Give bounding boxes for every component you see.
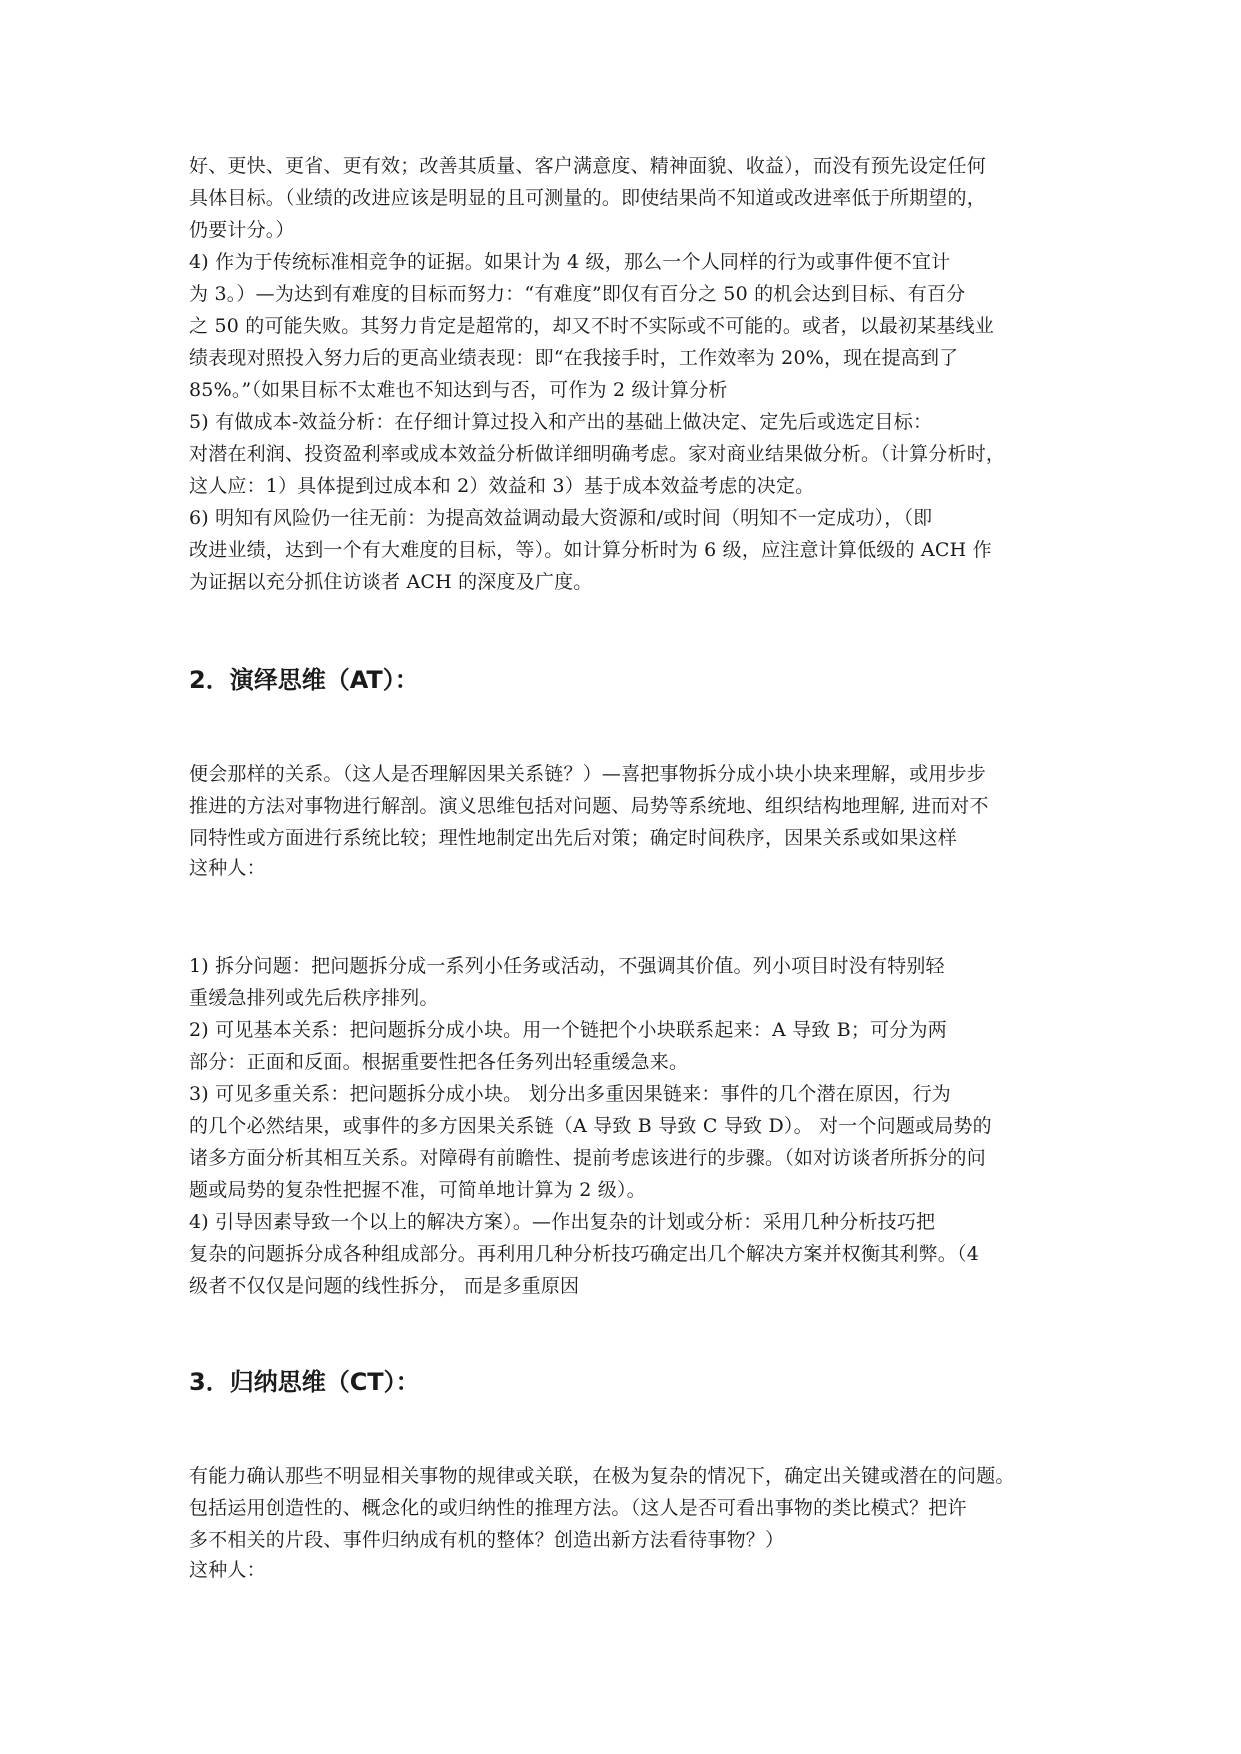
paragraph-line: 85%。”（如果目标不太难也不知达到与否，可作为 2 级计算分析 bbox=[189, 379, 728, 401]
list-item-line: 3) 可见多重关系：把问题拆分成小块。 划分出多重因果链来：事件的几个潜在原因，行为 bbox=[189, 1083, 951, 1105]
section-heading-ct: 3．归纳思维（CT）： bbox=[189, 1368, 420, 1396]
paragraph-line: 级者不仅仅是问题的线性拆分， 而是多重原因 bbox=[189, 1275, 580, 1297]
paragraph-line: 同特性或方面进行系统比较；理性地制定出先后对策；确定时间秩序，因果关系或如果这样 bbox=[189, 827, 958, 849]
list-item-line: 1) 拆分问题：把问题拆分成一系列小任务或活动，不强调其价值。列小项目时没有特别轻 bbox=[189, 955, 945, 977]
paragraph-line: 具体目标。（业绩的改进应该是明显的且可测量的。即使结果尚不知道或改进率低于所期望的， bbox=[189, 187, 986, 209]
paragraph-line: 诸多方面分析其相互关系。对障碍有前瞻性、提前考虑该进行的步骤。（如对访谈者所拆分的问 bbox=[189, 1147, 986, 1169]
paragraph-line: 对潜在利润、投资盈利率或成本效益分析做详细明确考虑。家对商业结果做分析。（计算分析时， bbox=[189, 443, 1006, 465]
paragraph-line: 题或局势的复杂性把握不准，可简单地计算为 2 级）。 bbox=[189, 1179, 646, 1201]
paragraph-line: 好、更快、更省、更有效；改善其质量、客户满意度、精神面貌、收益），而没有预先设定任何 bbox=[189, 155, 986, 177]
list-item-line: 4) 作为于传统标准相竞争的证据。如果计为 4 级，那么一个人同样的行为或事件便不宜计 bbox=[189, 251, 951, 273]
paragraph-line: 改进业绩，达到一个有大难度的目标，等）。如计算分析时为 6 级，应注意计算低级的 ACH 作 bbox=[189, 539, 992, 561]
paragraph-line: 部分：正面和反面。根据重要性把各任务列出轻重缓急来。 bbox=[189, 1051, 689, 1073]
paragraph-line: 多不相关的片段、事件归纳成有机的整体？创造出新方法看待事物？） bbox=[189, 1529, 785, 1551]
paragraph-line: 之 50 的可能失败。其努力肯定是超常的，却又不时不实际或不可能的。或者，以最初某基线业 bbox=[189, 315, 995, 337]
paragraph-line: 这人应：1）具体提到过成本和 2）效益和 3）基于成本效益考虑的决定。 bbox=[189, 475, 815, 497]
paragraph-line: 复杂的问题拆分成各种组成部分。再利用几种分析技巧确定出几个解决方案并权衡其利弊。（4 bbox=[189, 1243, 979, 1265]
section-heading-at: 2．演绎思维（AT）： bbox=[189, 666, 419, 694]
paragraph-line: 为 3。）—为达到有难度的目标而努力：“有难度”即仅有百分之 50 的机会达到目标、有百分 bbox=[189, 283, 966, 305]
paragraph-line: 有能力确认那些不明显相关事物的规律或关联，在极为复杂的情况下，确定出关键或潜在的问题。 bbox=[189, 1465, 1015, 1487]
paragraph-line: 绩表现对照投入努力后的更高业绩表现：即“在我接手时，工作效率为 20%，现在提高到了 bbox=[189, 347, 959, 369]
paragraph-line: 包括运用创造性的、概念化的或归纳性的推理方法。（这人是否可看出事物的类比模式？把许 bbox=[189, 1497, 967, 1519]
paragraph-line: 仍要计分。） bbox=[189, 219, 295, 241]
paragraph-line: 为证据以充分抓住访谈者 ACH 的深度及广度。 bbox=[189, 571, 593, 593]
paragraph-line: 便会那样的关系。（这人是否理解因果关系链？）—喜把事物拆分成小块小块来理解，或用步步 bbox=[189, 763, 986, 785]
paragraph-line: 这种人： bbox=[189, 1559, 266, 1581]
list-item-line: 5) 有做成本-效益分析：在仔细计算过投入和产出的基础上做决定、定先后或选定目标： bbox=[189, 411, 933, 433]
paragraph-line: 重缓急排列或先后秩序排列。 bbox=[189, 987, 439, 1009]
list-item-line: 4) 引导因素导致一个以上的解决方案）。—作出复杂的计划或分析：采用几种分析技巧把 bbox=[189, 1211, 936, 1233]
paragraph-line: 这种人： bbox=[189, 857, 266, 879]
list-item-line: 6) 明知有风险仍一往无前：为提高效益调动最大资源和/或时间（明知不一定成功），（即 bbox=[189, 507, 933, 529]
list-item-line: 2) 可见基本关系：把问题拆分成小块。用一个链把个小块联系起来：A 导致 B；可分为两 bbox=[189, 1019, 947, 1041]
paragraph-line: 推进的方法对事物进行解剖。演义思维包括对问题、局势等系统地、组织结构地理解, 进而对不 bbox=[189, 795, 989, 817]
paragraph-line: 的几个必然结果，或事件的多方因果关系链（A 导致 B 导致 C 导致 D）。 对一个问题或局势的 bbox=[189, 1115, 992, 1137]
